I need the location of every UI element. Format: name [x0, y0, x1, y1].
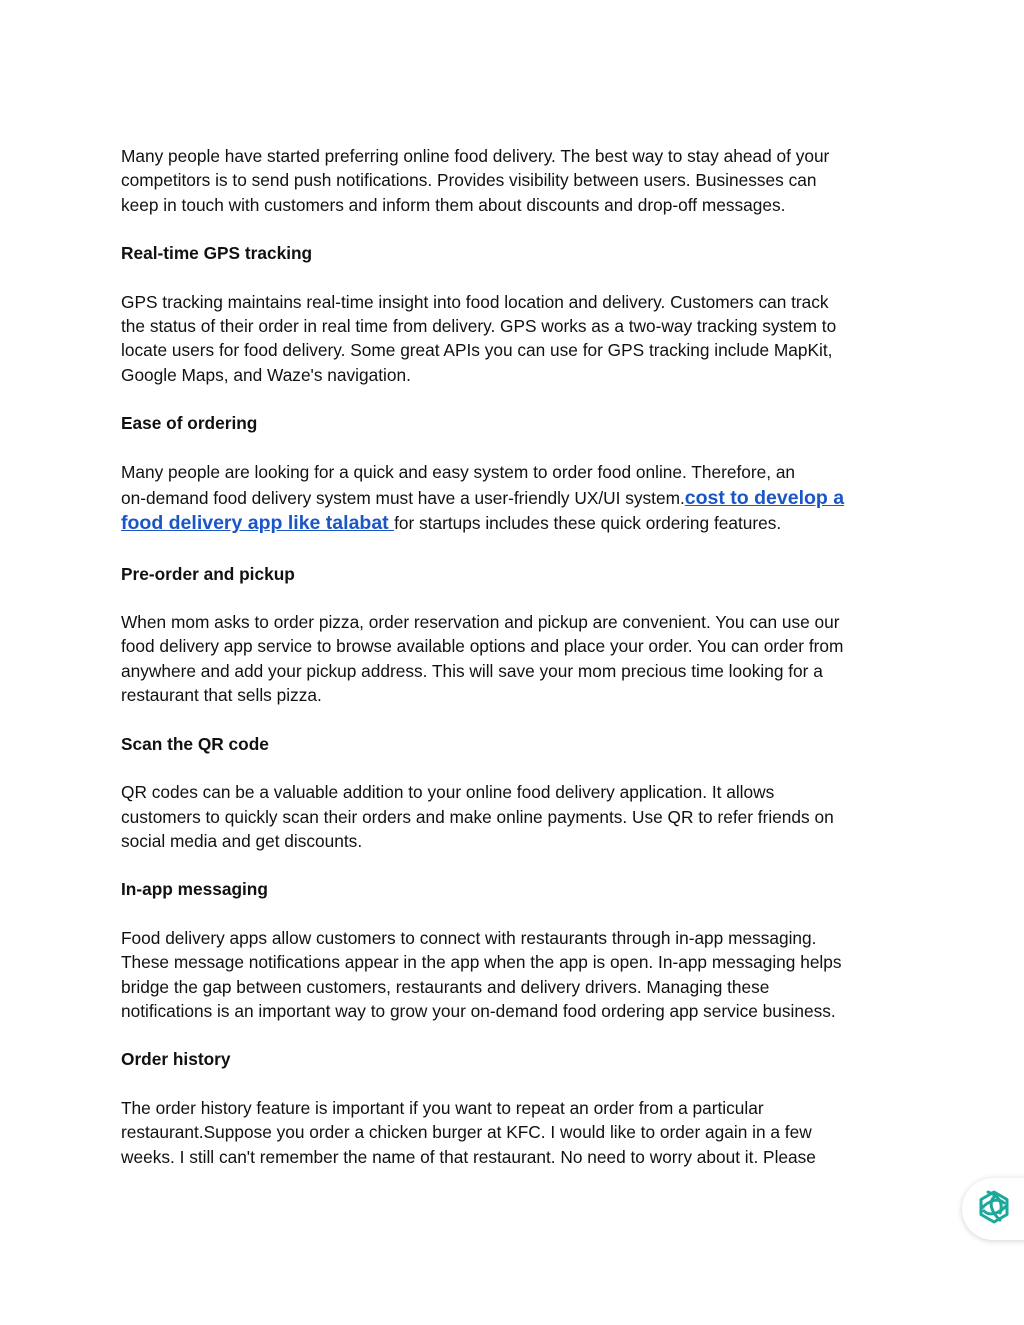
gps-paragraph: [121, 290, 911, 387]
text-line: weeks. I still can't remember the name of that restaurant. No need to worry about it. Please: [121, 1146, 816, 1167]
ai-assistant-knot-icon: [974, 1187, 1014, 1232]
section-heading-pre-order: Pre-order and pickup: [121, 563, 295, 584]
text-line: Food delivery apps allow customers to connect with restaurants through in-app messaging.: [121, 928, 817, 948]
text-line: GPS tracking maintains real-time insight into food location and delivery. Customers can track: [121, 291, 829, 312]
section-heading-in-app-messaging: In-app messaging: [121, 879, 268, 900]
text-line: Google Maps, and Waze's navigation.: [121, 364, 411, 385]
text-line: Many people are looking for a quick and easy system to order food online. Therefore, an: [121, 461, 796, 482]
text-line: [121, 486, 911, 512]
preorder-paragraph: [121, 610, 911, 707]
cost-link-part-2[interactable]: food delivery app like talabat: [121, 512, 395, 535]
text-line: When mom asks to order pizza, order reservation and pickup are convenient. You can use our: [121, 612, 840, 633]
text-line: restaurant.Suppose you order a chicken burger at KFC. I would like to order again in a few: [121, 1122, 812, 1143]
text-line: The order history feature is important if you want to repeat an order from a particular: [121, 1098, 764, 1119]
text-line: restaurant that sells pizza.: [121, 685, 322, 706]
assistant-widget-button[interactable]: [962, 1178, 1024, 1240]
section-heading-order-history: Order history: [121, 1049, 231, 1070]
qr-paragraph: [121, 780, 911, 853]
text-line: the status of their order in real time from delivery. GPS works as a two-way tracking system to: [121, 316, 837, 337]
text-line: bridge the gap between customers, restaurants and delivery drivers. Managing these: [121, 976, 770, 997]
messaging-paragraph: [121, 926, 911, 1023]
history-paragraph: [121, 1096, 911, 1169]
section-heading-gps: Real-time GPS tracking: [121, 243, 313, 264]
text-segment: on-demand food delivery system must have a user-friendly UX/UI system.: [121, 487, 685, 508]
ease-paragraph: [121, 460, 911, 537]
text-line: [121, 511, 911, 537]
section-heading-qr-code: Scan the QR code: [121, 733, 269, 754]
text-line: customers to quickly scan their orders and make online payments. Use QR to refer friends on: [121, 806, 834, 827]
text-line: locate users for food delivery. Some great APIs you can use for GPS tracking include MapKit,: [121, 340, 833, 361]
text-line: keep in touch with customers and inform them about discounts and drop-off messages.: [121, 194, 786, 215]
text-line: QR codes can be a valuable addition to your online food delivery application. It allows: [121, 782, 775, 803]
cost-link-part-1[interactable]: cost to develop a: [684, 486, 845, 509]
text-line: These message notifications appear in the app when the app is open. In-app messaging helps: [121, 952, 842, 973]
intro-paragraph: [121, 144, 911, 217]
document-body: [121, 144, 911, 1193]
text-line: notifications is an important way to grow your on-demand food ordering app service business.: [121, 1000, 836, 1021]
text-segment: for startups includes these quick ordering features.: [394, 513, 782, 534]
section-heading-ease-of-ordering: Ease of ordering: [121, 413, 258, 434]
text-line: social media and get discounts.: [121, 830, 363, 851]
text-line: Many people have started preferring online food delivery. The best way to stay ahead of your: [121, 146, 830, 166]
text-line: competitors is to send push notifications. Provides visibility between users. Businesses can: [121, 170, 817, 191]
text-line: anywhere and add your pickup address. This will save your mom precious time looking for a: [121, 660, 823, 681]
text-line: food delivery app service to browse available options and place your order. You can order from: [121, 636, 844, 657]
